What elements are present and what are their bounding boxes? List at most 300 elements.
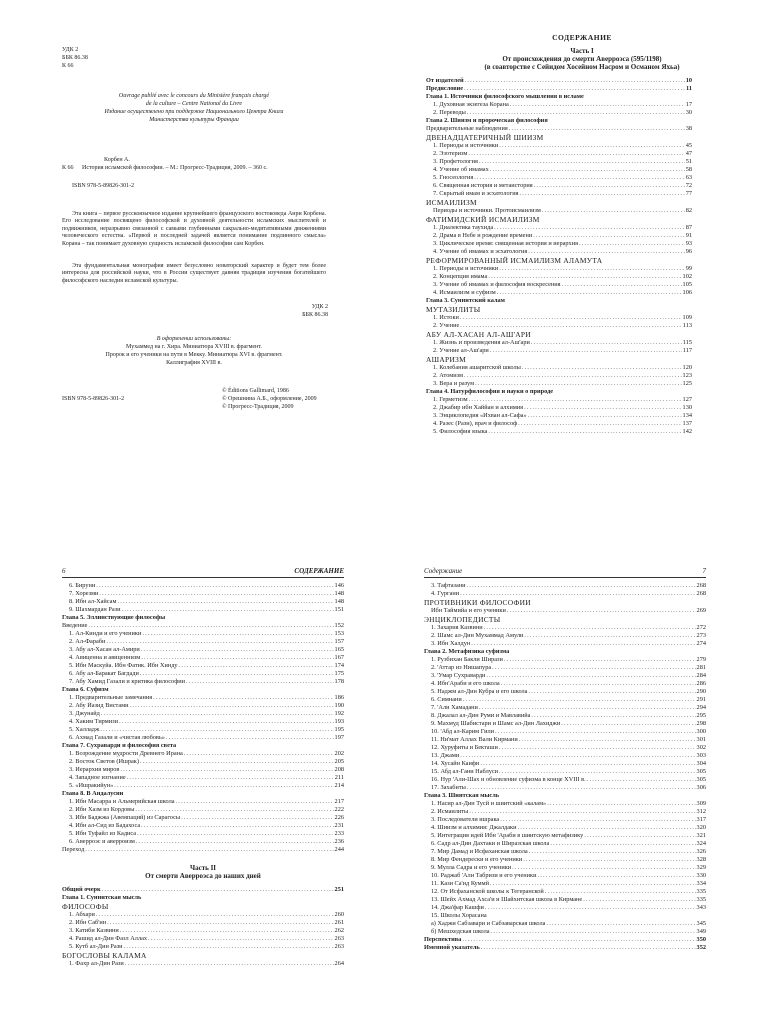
toc-entry	[426, 133, 692, 142]
toc-page-number: 222	[334, 806, 344, 813]
toc-entry-title: 5. Ибн Туфайл из Кадиса	[69, 830, 137, 837]
toc-leader-dots	[179, 662, 334, 670]
toc-entry	[426, 248, 692, 256]
toc-entry-title: 2. Концепция имама	[433, 273, 488, 280]
toc-entry-title: 5. Ибн Маскуйа. Ибн Фатик. Ибн Хинду	[69, 662, 178, 669]
toc-entry-title: 16. Нур 'Али-Шах и обновление суфизма в конце XVIII в.	[431, 776, 586, 783]
toc-page-number: 47	[685, 150, 692, 157]
toc-leader-dots	[518, 420, 681, 428]
toc-page-number: 279	[696, 656, 706, 663]
toc-entry-title: 6. Садр ал-Дин Дахтаки и Ширазская школа	[431, 840, 550, 847]
toc-entry-title: Глава 4. Натурфилософия и науки о природе	[426, 388, 554, 395]
toc-entry-title: ДВЕНАДЦАТЕРИЧНЫЙ ШИИЗМ	[426, 133, 544, 142]
toc-leader-dots	[120, 766, 333, 774]
toc-entry	[424, 582, 706, 590]
toc-entry	[62, 846, 344, 854]
toc-entry-title: 4. Гургани	[431, 590, 460, 597]
toc-page-number: 312	[696, 808, 706, 815]
toc-entry	[426, 158, 692, 166]
annotation-paragraph-2: Эта фундаментальная монография имеет безусловно новаторский характер и будет тем более интересна для российской науки, что в России существует давняя традиция изучения богатейшего философского наследия исламской культуры.	[62, 263, 326, 284]
toc-entry	[424, 632, 706, 640]
toc-page-number: 284	[696, 672, 706, 679]
toc-entry	[424, 792, 706, 800]
toc-leader-dots	[490, 880, 696, 888]
toc-page-number: 165	[334, 646, 344, 653]
toc-entry-title: Периоды и источники. Протоисмаилизм	[433, 207, 541, 214]
toc-page-number: 151	[334, 606, 344, 613]
toc-leader-dots	[529, 848, 696, 856]
toc-page-number: 268	[696, 590, 706, 597]
toc-page-number: 217	[334, 798, 344, 805]
toc-leader-dots	[546, 920, 695, 928]
toc-page-number: 226	[334, 814, 344, 821]
toc-entry	[424, 760, 706, 768]
toc-entry	[62, 702, 344, 710]
toc-entry-title: 3. Вера и разум	[433, 380, 475, 387]
toc-leader-dots	[471, 640, 695, 648]
toc-leader-dots	[519, 190, 684, 198]
toc-entry	[62, 830, 344, 838]
header-rule	[424, 577, 706, 578]
toc-entry-title: ФИЛОСОФЫ	[62, 902, 109, 911]
toc-entry-title: 1. Периоды и источники	[433, 142, 499, 149]
toc-entry-title: 6. Абу ал-Баракат Багдади	[69, 670, 139, 677]
toc-entry-title: 2. Драма в Небе и рождение времени	[433, 232, 533, 239]
toc-entry	[426, 380, 692, 388]
toc-leader-dots	[485, 904, 696, 912]
toc-page-number: 264	[334, 960, 344, 967]
toc-leader-dots	[522, 364, 682, 372]
toc-leader-dots	[547, 800, 695, 808]
toc-entry-title: От издателей	[426, 77, 464, 84]
toc-entry-title: 15. Школы Хорасана	[431, 912, 487, 919]
toc-page-number: 186	[334, 694, 344, 701]
contents-list-b	[62, 886, 344, 968]
toc-entry	[62, 654, 344, 662]
toc-entry	[426, 396, 692, 404]
toc-entry	[426, 174, 692, 182]
toc-leader-dots	[491, 928, 696, 936]
toc-entry	[62, 622, 344, 630]
toc-entry-title: 5. Интеграция идей Ибн 'Араби в шиитскую метафизику	[431, 832, 584, 839]
toc-entry-title: 3. Катиби Казвини	[69, 927, 119, 934]
toc-entry-title: 2. Эзотеризм	[433, 150, 468, 157]
toc-leader-dots	[499, 768, 696, 776]
toc-entry-title: БОГОСЛОВЫ КАЛАМА	[62, 951, 147, 960]
toc-entry-title: 9. Махмуд Шабистари и Шамс ал-Дин Лахиджи	[431, 720, 561, 727]
toc-page-number: 281	[696, 664, 706, 671]
toc-entry	[424, 880, 706, 888]
toc-leader-dots	[124, 943, 334, 951]
toc-entry	[62, 638, 344, 646]
toc-entry-title: 3. Последователи ишрака	[431, 816, 500, 823]
toc-entry-title: 6. Священная история и метаистория	[433, 182, 533, 189]
toc-entry	[62, 935, 344, 943]
toc-leader-dots	[135, 806, 333, 814]
toc-entry	[426, 142, 692, 150]
toc-leader-dots	[464, 85, 685, 93]
toc-entry	[62, 960, 344, 968]
toc-page-number: 269	[696, 607, 706, 614]
toc-entry-title: Глава 6. Суфизм	[62, 686, 109, 693]
toc-entry	[426, 388, 692, 396]
toc-leader-dots	[141, 646, 334, 654]
toc-entry-title: а) Хаджи Сабзавари и Сабзаварская школа	[431, 920, 546, 927]
toc-page-number: 303	[696, 752, 706, 759]
toc-page-number: 38	[685, 125, 692, 132]
toc-entry-title: 4. Авиценна и авиценнизм	[69, 654, 141, 661]
toc-entry-title: 2. Джабир ибн Хаййан и алхимия	[433, 404, 524, 411]
toc-entry	[424, 744, 706, 752]
toc-leader-dots	[510, 101, 685, 109]
toc-entry-title: 1. Диалектика таухида	[433, 224, 494, 231]
toc-page-number: 345	[696, 920, 706, 927]
part-2-title: От смерти Аверроэса до наших дней	[145, 872, 261, 880]
toc-entry-title: 3. Абу ал-Хасан ал-Амири	[69, 646, 140, 653]
toc-entry-title: 1. Ибн Масарра и Альмерийская школа	[69, 798, 175, 805]
toc-entry	[426, 420, 692, 428]
toc-entry-title: 12. От Исфаханской школы к Тегеранской	[431, 888, 544, 895]
toc-entry	[426, 412, 692, 420]
toc-entry-title: 17. Захабиты	[431, 784, 466, 791]
toc-page-number: 11	[686, 85, 692, 92]
toc-page-number: 335	[696, 888, 706, 895]
toc-page-number: 214	[334, 782, 344, 789]
toc-entry	[426, 355, 692, 364]
toc-page-number: 349	[696, 928, 706, 935]
toc-page-number: 317	[696, 816, 706, 823]
toc-entry-title: 1. Фахр ал-Дин Рази	[69, 960, 124, 967]
toc-leader-dots	[524, 404, 681, 412]
running-head: Содержание	[424, 567, 463, 575]
toc-entry-title: 1. Предварительные замечания	[69, 694, 153, 701]
toc-entry	[426, 305, 692, 314]
toc-page-number: 233	[334, 830, 344, 837]
toc-leader-dots	[507, 607, 696, 615]
toc-entry-title: 6. Ахмад Газали и «чистая любовь»	[69, 734, 165, 741]
toc-leader-dots	[562, 281, 682, 289]
toc-leader-dots	[467, 582, 696, 590]
toc-entry	[62, 790, 344, 798]
toc-page-number: 192	[334, 710, 344, 717]
toc-page-number: 10	[685, 77, 692, 84]
toc-entry-title: 7. Мир Дамад и Исфаханская школа	[431, 848, 528, 855]
toc-leader-dots	[467, 109, 685, 117]
toc-page-number: 202	[334, 750, 344, 757]
toc-entry	[426, 404, 692, 412]
isbn-bottom: ISBN 978-5-89826-301-2	[62, 396, 125, 402]
toc-entry	[62, 894, 344, 902]
toc-entry	[426, 207, 692, 215]
toc-entry	[424, 607, 706, 615]
toc-entry-title: Ибн Таймийа и его ученики	[431, 607, 506, 614]
toc-entry-title: 1. Духовная экзегеза Корана	[433, 101, 509, 108]
part-1-label: Часть I	[570, 47, 594, 55]
toc-entry-title: 4. Ибн'Араби и его школа	[431, 680, 500, 687]
toc-page-number: 30	[685, 109, 692, 116]
toc-page-number: 157	[334, 638, 344, 645]
toc-page-number: 352	[696, 944, 706, 951]
toc-entry-title: 2. Ибн Хазм из Кордовы	[69, 806, 135, 813]
toc-entry	[424, 656, 706, 664]
toc-page-number: 320	[696, 824, 706, 831]
toc-leader-dots	[117, 598, 333, 606]
toc-leader-dots	[120, 927, 334, 935]
toc-entry-title: 3. Профетология	[433, 158, 478, 165]
toc-entry-title: Перспектива	[424, 936, 462, 943]
toc-entry-title: 4. Учение об имамах	[433, 166, 489, 173]
toc-leader-dots	[106, 638, 333, 646]
toc-page-number: 123	[682, 372, 692, 379]
toc-page-number: 211	[334, 774, 344, 781]
toc-page-number: 274	[696, 640, 706, 647]
toc-entry-title: 2. Переводы	[433, 109, 466, 116]
toc-leader-dots	[166, 734, 334, 742]
toc-entry-title: 8. Джалал ал-Дин Руми и Мавлавийа	[431, 712, 531, 719]
toc-entry-title: 12. Хуруфиты и Бекташи	[431, 744, 498, 751]
toc-entry-title: 11. Кази Са'ид Куммй	[431, 880, 489, 887]
toc-page-number: 120	[682, 364, 692, 371]
toc-entry	[62, 646, 344, 654]
toc-entry	[424, 832, 706, 840]
toc-page-number: 130	[682, 404, 692, 411]
toc-page-number: 260	[334, 911, 344, 918]
contents-page-6	[0, 512, 384, 1024]
toc-page-number: 96	[685, 248, 692, 255]
toc-leader-dots	[88, 622, 333, 630]
toc-page-number: 178	[334, 678, 344, 685]
toc-entry-title: 5. «Ишракийун»	[69, 782, 114, 789]
toc-page-number: 17	[685, 101, 692, 108]
toc-leader-dots	[528, 412, 682, 420]
toc-entry-title: 1. Рузбихан Бакли Ширази	[431, 656, 503, 663]
toc-entry-title: Глава 2. Шиизм и пророческая философия	[426, 117, 548, 124]
toc-entry	[62, 598, 344, 606]
toc-entry	[424, 720, 706, 728]
toc-entry	[424, 912, 706, 920]
toc-page-number: 350	[696, 936, 706, 943]
toc-leader-dots	[465, 77, 685, 85]
toc-entry-title: 15. Абд ал-Гани Наблуси	[431, 768, 499, 775]
part-1-subtitle: (в соавторстве с Сейидом Хосейном Насром и Османом Яхьа)	[484, 63, 680, 71]
contents-page-1	[384, 0, 768, 512]
toc-entry-title: 3. Джунайд	[69, 710, 100, 717]
toc-entry-title: 3. 'Умар Сухраварди	[431, 672, 486, 679]
toc-page-number: 295	[696, 712, 706, 719]
toc-entry-title: 2. Абу Йазид Вистами	[69, 702, 129, 709]
toc-entry	[426, 166, 692, 174]
toc-entry	[424, 784, 706, 792]
toc-page-number: 167	[334, 654, 344, 661]
toc-entry-title: 7. 'Али Хамадани	[431, 704, 478, 711]
toc-entry	[426, 117, 692, 125]
toc-entry-title: Глава 5. Эллинствующие философы	[62, 614, 166, 621]
toc-entry	[426, 330, 692, 339]
toc-leader-dots	[141, 822, 333, 830]
toc-entry	[426, 364, 692, 372]
toc-leader-dots	[464, 372, 682, 380]
toc-entry-title: 9. Шахмардан Рази	[69, 606, 121, 613]
toc-page-number: 294	[696, 704, 706, 711]
toc-entry	[424, 872, 706, 880]
toc-entry-title: 7. Скрытый имам и эсхатология	[433, 190, 519, 197]
toc-entry-title: 6. Симнани	[431, 696, 462, 703]
toc-leader-dots	[504, 656, 696, 664]
toc-leader-dots	[122, 606, 334, 614]
toc-page-number: 77	[685, 190, 692, 197]
toc-page-number: 58	[685, 166, 692, 173]
toc-leader-dots	[584, 832, 695, 840]
toc-entry-title: 5. Халладж	[69, 726, 100, 733]
copyright-2: © Орешнина А.Б., оформление, 2009	[222, 396, 317, 402]
toc-entry-title: 1. Абхари	[69, 911, 95, 918]
contents-page-7	[384, 512, 768, 1024]
copyright-1: © Éditions Gallimard, 1986	[222, 388, 289, 394]
toc-leader-dots	[460, 752, 695, 760]
bbk-code-bottom: ББК 86.38	[302, 312, 328, 318]
toc-leader-dots	[474, 174, 684, 182]
toc-entry	[426, 297, 692, 305]
toc-leader-dots	[107, 919, 333, 927]
toc-leader-dots	[181, 814, 333, 822]
toc-leader-dots	[561, 720, 695, 728]
udk-code-bottom: УДК 2	[311, 304, 328, 310]
toc-entry-title: 3. Ибн Халдун	[431, 640, 471, 647]
toc-leader-dots	[481, 944, 696, 952]
toc-page-number: 244	[334, 846, 344, 853]
toc-entry	[426, 109, 692, 117]
toc-page-number: 137	[682, 420, 692, 427]
toc-entry	[424, 728, 706, 736]
toc-entry	[426, 190, 692, 198]
toc-leader-dots	[137, 830, 333, 838]
toc-leader-dots	[85, 846, 333, 854]
isbn-line: ISBN 978-5-89826-301-2	[72, 183, 135, 189]
toc-entry	[424, 864, 706, 872]
toc-entry-title: Глава 7. Сухраварди и философия света	[62, 742, 177, 749]
toc-entry	[424, 800, 706, 808]
toc-page-number: 175	[334, 670, 344, 677]
toc-leader-dots	[141, 654, 333, 662]
toc-page-number: 304	[696, 760, 706, 767]
toc-page-number: 205	[334, 758, 344, 765]
toc-leader-dots	[499, 744, 696, 752]
toc-leader-dots	[468, 150, 684, 158]
toc-entry-title: ПРОТИВНИКИ ФИЛОСОФИИ	[424, 598, 531, 607]
toc-entry-title: 6. Бируни	[69, 582, 96, 589]
toc-leader-dots	[176, 798, 334, 806]
toc-leader-dots	[486, 672, 695, 680]
toc-page-number: 301	[696, 736, 706, 743]
toc-leader-dots	[148, 935, 334, 943]
toc-entry-title: ФАТИМИДСКИЙ ИСМАИЛИЗМ	[426, 215, 540, 224]
toc-entry	[62, 678, 344, 686]
toc-leader-dots	[509, 125, 685, 133]
toc-entry-title: 1. Возрождение мудрости Древнего Ирана	[69, 750, 183, 757]
toc-page-number: 236	[334, 838, 344, 845]
toc-entry-title: Общий очерк	[62, 886, 101, 893]
toc-entry-title: 4. Исмаилизм и суфизм	[433, 289, 496, 296]
author-mark: К 66	[62, 63, 74, 69]
toc-leader-dots	[463, 696, 696, 704]
toc-entry	[424, 856, 706, 864]
toc-page-number: 291	[696, 696, 706, 703]
toc-entry-title: 4. Рашид ал-Дин Фазл Аллах	[69, 935, 148, 942]
running-head: СОДЕРЖАНИЕ	[294, 567, 344, 575]
toc-page-number: 261	[334, 919, 344, 926]
toc-entry	[424, 936, 706, 944]
toc-entry	[62, 766, 344, 774]
toc-entry	[424, 590, 706, 598]
toc-leader-dots	[184, 750, 334, 758]
toc-page-number: 306	[696, 784, 706, 791]
toc-leader-dots	[99, 590, 333, 598]
toc-entry	[62, 718, 344, 726]
toc-page-number: 305	[696, 776, 706, 783]
toc-leader-dots	[114, 782, 333, 790]
toc-entry	[424, 840, 706, 848]
toc-page-number: 142	[682, 428, 692, 435]
toc-leader-dots	[484, 624, 696, 632]
toc-entry-title: 2. Восток Светов (Ишрак)	[69, 758, 139, 765]
toc-page-number: 152	[334, 622, 344, 629]
toc-leader-dots	[469, 808, 695, 816]
toc-entry-title: 14. Хусайн Каифи	[431, 760, 480, 767]
design-credit-3: Каллиграфия XVIII в.	[166, 360, 222, 366]
design-credit-2: Пророк и его ученики на пути в Мекку. Миниатюра XVI в. фрагмент.	[105, 352, 283, 358]
toc-page-number: 290	[696, 688, 706, 695]
toc-entry-title: 4. Хаким Тирмизи	[69, 718, 118, 725]
header-rule	[62, 577, 344, 578]
toc-leader-dots	[186, 678, 334, 686]
toc-leader-dots	[142, 630, 333, 638]
toc-entry	[62, 686, 344, 694]
toc-page-number: 146	[334, 582, 344, 589]
toc-entry-title: Глава 3. Суннитский калам	[426, 297, 505, 304]
author-name: Корбен А.	[104, 157, 130, 163]
toc-entry-title: 8. Мир Фендерески и его ученики	[431, 856, 523, 863]
toc-entry-title: 3. Циклическое время: священная история и иерархия	[433, 240, 578, 247]
toc-leader-dots	[102, 886, 334, 894]
toc-entry-title: Именной указатель	[424, 944, 480, 951]
udk-code: УДК 2	[62, 47, 79, 53]
part-2-label: Часть II	[189, 864, 217, 872]
toc-entry	[62, 710, 344, 718]
toc-entry-title: 1. Насир ал-Дин Туcй и шиитский «калам»	[431, 800, 547, 807]
toc-page-number: 321	[696, 832, 706, 839]
toc-leader-dots	[537, 872, 695, 880]
toc-entry	[424, 816, 706, 824]
toc-page-number: 153	[334, 630, 344, 637]
toc-entry	[424, 624, 706, 632]
toc-entry	[62, 614, 344, 622]
toc-leader-dots	[490, 166, 685, 174]
toc-entry-title: МУТАЗИЛИТЫ	[426, 305, 481, 314]
toc-page-number: 99	[685, 265, 692, 272]
toc-page-number: 190	[334, 702, 344, 709]
toc-entry	[426, 77, 692, 85]
toc-page-number: 262	[334, 927, 344, 934]
toc-entry-title: 1. Захария Казвини	[431, 624, 483, 631]
toc-page-number: 102	[682, 273, 692, 280]
grant-note-ru-1: Издание осуществлено при поддержке Национального Центра Книги	[104, 109, 284, 115]
toc-entry-title: Введение	[62, 622, 88, 629]
toc-entry	[426, 240, 692, 248]
toc-entry	[424, 888, 706, 896]
toc-page-number: 231	[334, 822, 344, 829]
toc-leader-dots	[512, 864, 695, 872]
toc-entry	[426, 85, 692, 93]
